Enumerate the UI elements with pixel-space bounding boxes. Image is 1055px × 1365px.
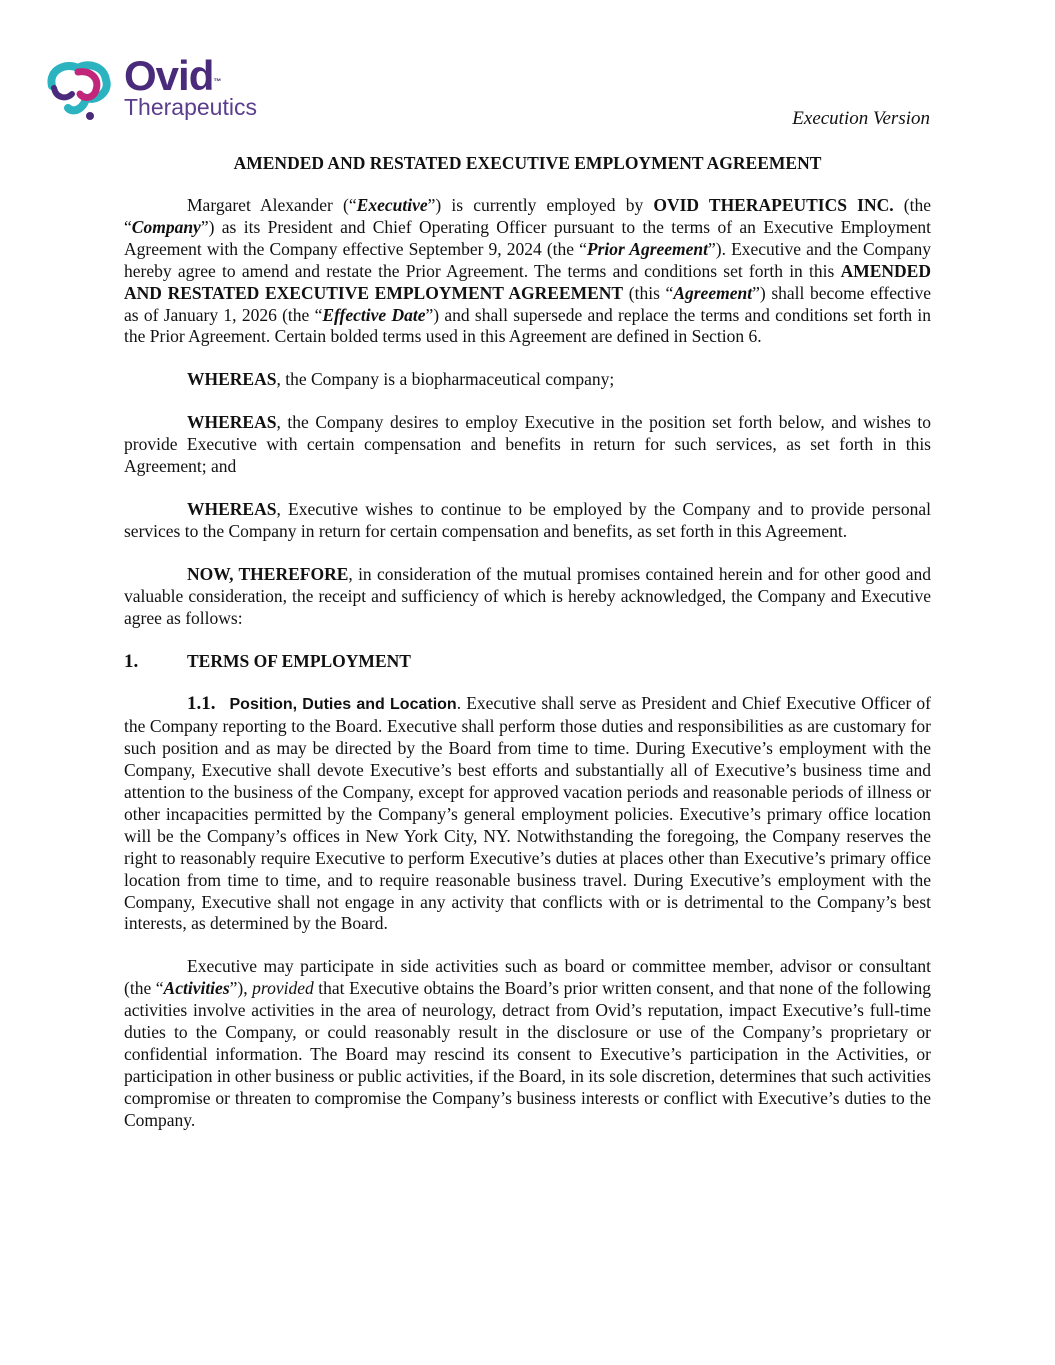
- logo-subtitle: Therapeutics: [124, 94, 257, 120]
- execution-version-label: Execution Version: [792, 108, 930, 129]
- section-1-heading: 1. TERMS OF EMPLOYMENT: [124, 650, 411, 672]
- document-body: [124, 195, 931, 1153]
- whereas-paragraph: WHEREAS, Executive wishes to continue to be employed by the Company and to provide personal services to the Company in return for certain compensation and benefits, as set forth in this Agreement.: [124, 498, 931, 541]
- whereas-paragraph: WHEREAS, the Company desires to employ Executive in the position set forth below, and wishes to provide Executive with certain compensation and benefits in return for such services, as set forth in this Agreement; and: [124, 412, 931, 477]
- ovid-brain-icon: [44, 58, 124, 128]
- intro-paragraph: Margaret Alexander (“Executive”) is currently employed by OVID THERAPEUTICS INC. (the “Company”) as its President and Chief Operating Officer pursuant to the terms of an Executive Employment Agreement with the Company effective September 9, 2024 (the “Prior Agreement”). Executive and the Company hereby agree to amend and restate the Prior Agreement. The terms and conditions set forth in this AMENDED AND RESTATED EXECUTIVE EMPLOYMENT AGREEMENT (this “Agreement”) shall become effective as of January 1, 2026 (the “Effective Date”) and shall supersede and replace the terms and conditions set forth in the Prior Agreement. Certain bolded terms used in this Agreement are defined in Section 6.: [124, 195, 932, 347]
- logo-name: Ovid: [124, 52, 214, 99]
- section-1-1-paragraph: 1.1. Position, Duties and Location. Executive shall serve as President and Chief Executive Officer of the Company reporting to the Board. Executive shall perform those duties and responsibilities as are customary for such position and as may be directed by the Board from time to time. During Executive’s employment with the Company, Executive shall devote Executive’s best efforts and substantially all of Executive’s business time and attention to the business of the Company, except for approved vacation periods and reasonable periods of illness or other incapacities permitted by the Company’s general employment policies. Executive’s primary office location will be the Company’s offices in New York City, NY. Notwithstanding the foregoing, the Company reserves the right to reasonably require Executive to perform Executive’s duties at places other than Executive’s primary office location from time to time, and to require reasonable business travel. During Executive’s employment with the Company, Executive shall not engage in any activity that conflicts with or is detrimental to the Company’s best interests, as determined by the Board.: [124, 693, 931, 934]
- now-therefore-paragraph: NOW, THEREFORE, in consideration of the mutual promises contained herein and for other good and valuable consideration, the receipt and sufficiency of which is hereby acknowledged, the Company and Executive agree as follows:: [124, 563, 931, 628]
- trademark-symbol: ™: [213, 77, 221, 86]
- whereas-paragraph: WHEREAS, the Company is a biopharmaceutical company;: [187, 369, 615, 390]
- company-logo: [44, 52, 274, 128]
- document-title: AMENDED AND RESTATED EXECUTIVE EMPLOYMENT AGREEMENT: [233, 153, 822, 173]
- activities-paragraph: Executive may participate in side activities such as board or committee member, advisor or consultant (the “Activities”), provided that Executive obtains the Board’s prior written consent, and that none of the following activities involve activities in the area of neurology, detract from Ovid’s reputation, impact Executive’s full-time duties to the Company, or could reasonably result in the disclosure or use of the Company’s proprietary or confidential information. The Board may rescind its consent to Executive’s participation in the Activities, or participation in other business or public activities, if the Board, in its sole discretion, determines that such activities compromise or threaten to compromise the Company’s business interests or conflict with Executive’s duties to the Company.: [124, 956, 931, 1130]
